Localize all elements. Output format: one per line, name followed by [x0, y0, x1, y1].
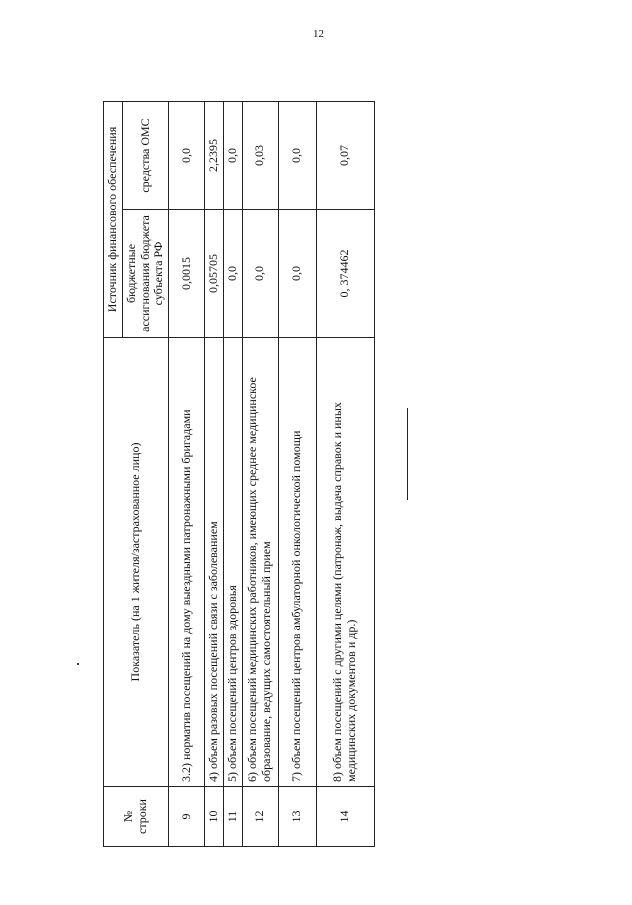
table-row [278, 101, 316, 846]
row-number: 14 [316, 787, 374, 847]
header-financing-source: Источник финансового обеспечения [104, 101, 123, 337]
row-budget: 0,0015 [169, 210, 205, 338]
row-oms: 0,03 [242, 101, 278, 209]
table-row [316, 101, 374, 846]
row-oms: 2,2395 [205, 101, 224, 209]
row-number: 13 [278, 787, 316, 847]
row-number: 10 [205, 787, 224, 847]
table-row [205, 101, 224, 846]
rotated-table-container [103, 102, 361, 847]
row-oms: 0,0 [223, 101, 242, 209]
row-indicator: 4) объем разовых посещений связи с заболеванием [205, 338, 224, 787]
scan-dot [77, 663, 79, 665]
separator-line [407, 408, 408, 500]
row-budget: 0,0 [223, 210, 242, 338]
row-indicator: 6) объем посещений медицинских работников, имеющих среднее медицинское образование, ведущих самостоятельный прием [242, 338, 278, 787]
header-row-number: № строки [104, 787, 169, 847]
row-indicator: 7) объем посещений центров амбулаторной онкологической помощи [278, 338, 316, 787]
table-row [223, 101, 242, 846]
row-indicator: 3.2) норматив посещений на дому выездными патронажными бригадами [169, 338, 205, 787]
row-budget: 0,0 [278, 210, 316, 338]
row-indicator: 5) объем посещений центров здоровья [223, 338, 242, 787]
row-oms: 0,0 [169, 101, 205, 209]
row-budget: 0,05705 [205, 210, 224, 338]
row-number: 9 [169, 787, 205, 847]
header-oms: средства ОМС [122, 101, 168, 209]
row-budget: 0,0 [242, 210, 278, 338]
row-oms: 0,0 [278, 101, 316, 209]
financing-table [103, 101, 375, 847]
header-budget: бюджетные ассигнования бюджета субъекта РФ [122, 210, 168, 338]
table-row [169, 101, 205, 846]
row-number: 12 [242, 787, 278, 847]
table-row [242, 101, 278, 846]
row-number: 11 [223, 787, 242, 847]
row-budget: 0, 374462 [316, 210, 374, 338]
header-indicator: Показатель (на 1 жителя/застрахованное лицо) [104, 338, 169, 787]
row-oms: 0,07 [316, 101, 374, 209]
row-indicator: 8) объем посещений с другими целями (патронаж, выдача справок и иных медицинских документов и др.) [316, 338, 374, 787]
page-number: 12 [313, 28, 324, 40]
